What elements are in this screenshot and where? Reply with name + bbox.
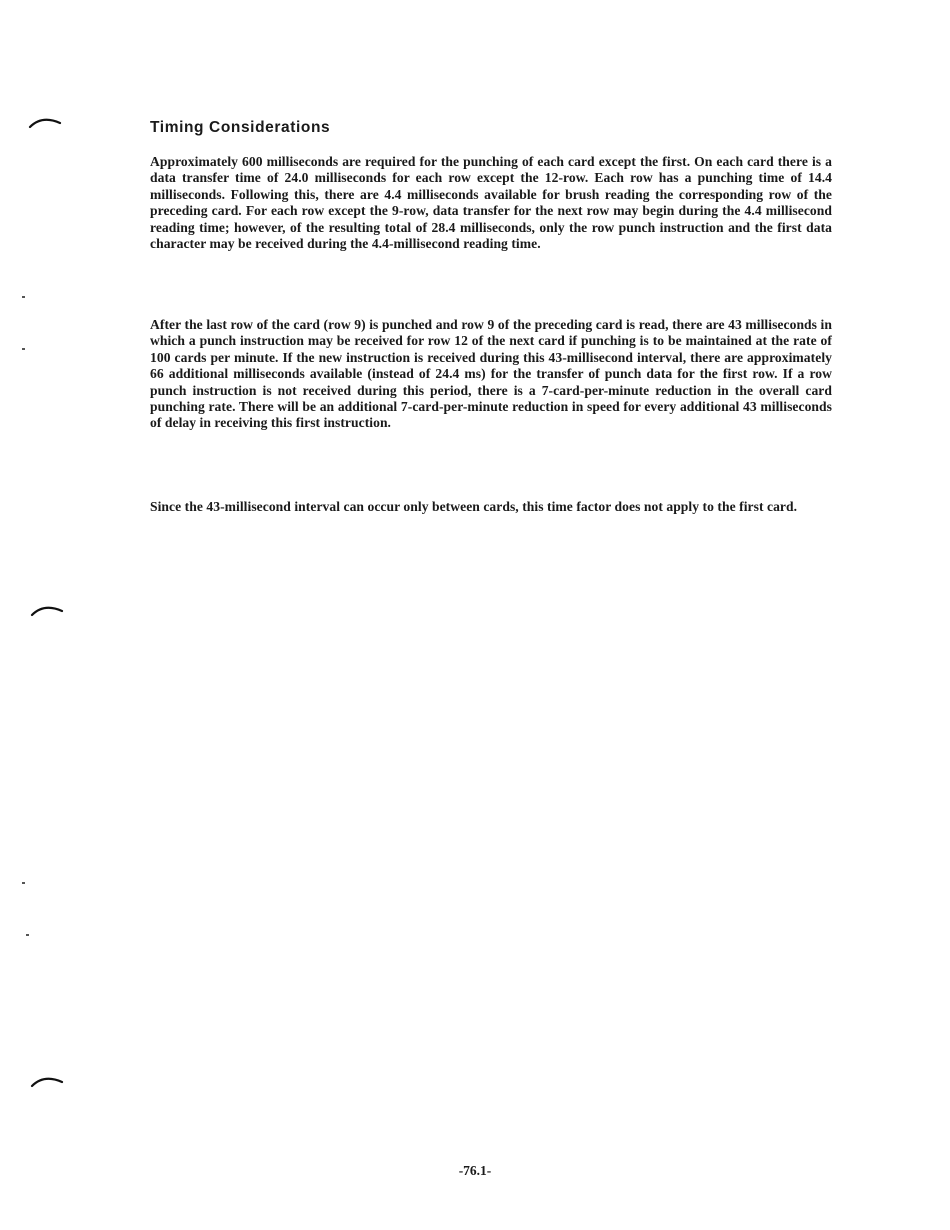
binder-hole-mark	[30, 1074, 64, 1088]
body-paragraph: After the last row of the card (row 9) is punched and row 9 of the preceding card is read, there are 43 milliseconds in which a punch instruction may be received for row 12 of the next card if punching is to be maintained at the rate of 100 cards per minute. If the new instruction is received during this 43-millisecond interval, there are approximately 66 additional milliseconds available (instead of 24.4 ms) for the transfer of punch data for the first row. If a row punch instruction is not received during this period, there is a 7-card-per-minute reduction in the overall card punching rate. There will be an additional 7-card-per-minute reduction in speed for every additional 43 milliseconds of delay in receiving this first instruction.	[150, 317, 832, 431]
binder-hole-mark	[30, 603, 64, 617]
page-number: -76.1-	[458, 1163, 492, 1178]
body-paragraph: Since the 43-millisecond interval can occur only between cards, this time factor does not apply to the first card.	[150, 499, 798, 514]
body-paragraph: Approximately 600 milliseconds are required for the punching of each card except the first. On each card there is a data transfer time of 24.0 milliseconds for each row except the 12-row. Each row has a punching time of 14.4 milliseconds. Following this, there are 4.4 milliseconds available for brush reading the corresponding row of the preceding card. For each row except the 9-row, data transfer for the next row may begin during the 4.4 millisecond reading time; however, of the resulting total of 28.4 milliseconds, only the row punch instruction and the first data character may be received during the 4.4-millisecond reading time.	[150, 154, 832, 252]
scan-speck	[26, 934, 29, 936]
binder-hole-mark	[28, 115, 62, 129]
scan-speck	[22, 296, 25, 298]
scan-speck	[22, 882, 25, 884]
section-heading: Timing Considerations	[150, 119, 331, 136]
scan-speck	[22, 348, 25, 350]
